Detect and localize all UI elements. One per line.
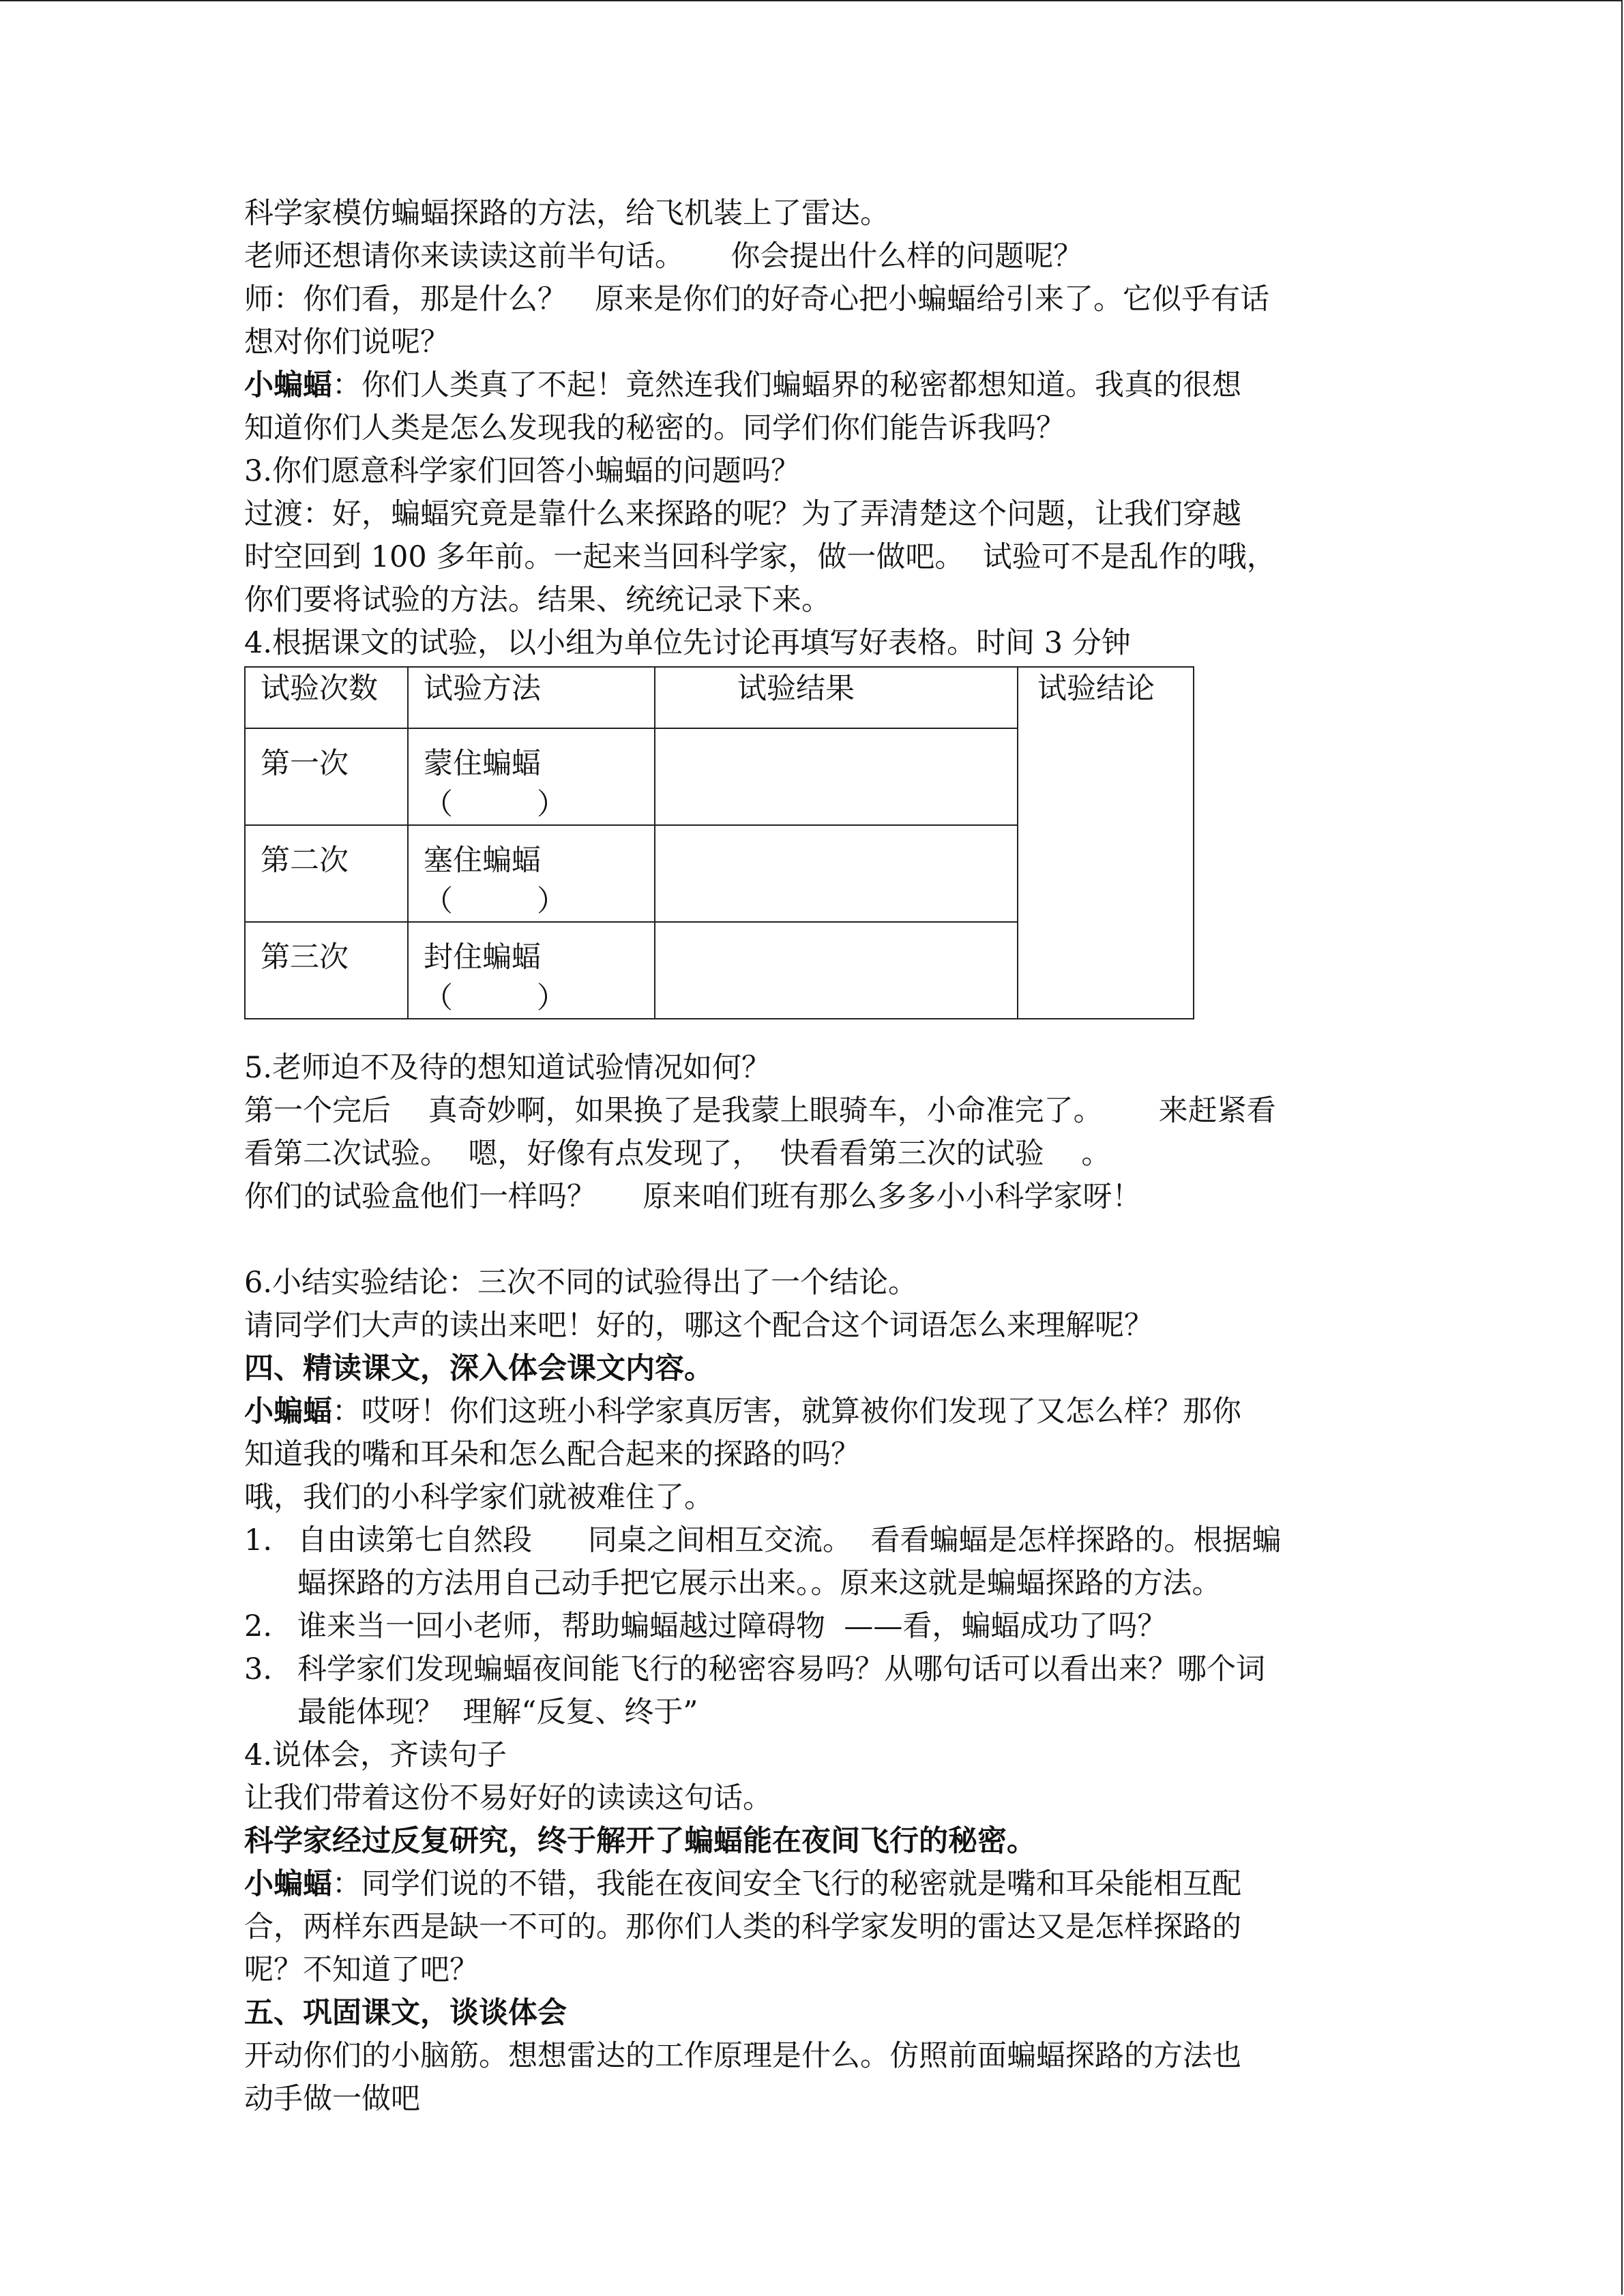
- trial-cell: 第二次: [261, 844, 349, 878]
- method-cell: 封住蝙蝠: [424, 940, 541, 974]
- answer-bracket: （ ）: [424, 981, 567, 1015]
- list-item-line-2: 蝠探路的方法用自己动手把它展示出来。。原来这就是蝙蝠探路的方法。: [297, 1566, 1222, 1600]
- bat-speech-1: [244, 364, 1383, 407]
- step-3-line-2: 时空回到 100 多年前。一起来当回科学家，做一做吧。 试验可不是乱作的哦，: [244, 540, 1276, 574]
- intro-line-3: 师：你们看，那是什么？ 原来是你们的好奇心把小蝙蝠给引来了。它似乎有话: [244, 282, 1270, 316]
- speaker-label: 小蝙蝠: [244, 368, 332, 402]
- trial-cell: 第一次: [261, 747, 349, 781]
- method-cell: 蒙住蝙蝠: [424, 747, 541, 781]
- list-item: [244, 1605, 1383, 1648]
- list-number: 2.: [244, 1609, 273, 1643]
- list-item-line-2: 最能体现？ 理解“反复、终于”: [297, 1695, 698, 1729]
- speaker-label: 小蝙蝠: [244, 1395, 332, 1429]
- bat-speech-3: [244, 1863, 1383, 1906]
- bat-speech-3-line-3: 呢？不知道了吧？: [244, 1953, 479, 1987]
- speaker-label: 小蝙蝠: [244, 1867, 332, 1901]
- step-3-title: 3.你们愿意科学家们回答小蝙蝠的问题吗？: [244, 454, 801, 488]
- answer-bracket: （ ）: [424, 884, 567, 919]
- experiment-table: [244, 666, 1194, 1019]
- answer-bracket: （ ）: [424, 788, 567, 822]
- step-6-title: 6.小结实验结论：三次不同的试验得出了一个结论。: [244, 1266, 918, 1300]
- bat-speech-2-line-2: 知道我的嘴和耳朵和怎么配合起来的探路的吗？: [244, 1437, 860, 1472]
- bat-speech-1-text: ：你们人类真了不起！竟然连我们蝙蝠界的秘密都想知道。我真的很想: [332, 368, 1241, 402]
- header-result: 试验结果: [655, 667, 1018, 728]
- bat-speech-2-line-3: 哦，我们的小科学家们就被难住了。: [244, 1480, 713, 1515]
- step-5-line-2: 看第二次试验。 嗯，好像有点发现了， 快看看第三次的试验 。: [244, 1137, 1111, 1171]
- list-item-line-1: 自由读第七自然段 同桌之间相互交流。 看看蝙蝠是怎样探路的。根据蝙: [297, 1523, 1282, 1557]
- step-4b-title: 4.说体会，齐读句子: [244, 1738, 507, 1772]
- bat-speech-3-line-2: 合，两样东西是缺一不可的。那你们人类的科学家发明的雷达又是怎样探路的: [244, 1910, 1241, 1944]
- bat-speech-2: [244, 1390, 1383, 1433]
- intro-line-1: 科学家模仿蝙蝠探路的方法，给飞机装上了雷达。: [244, 196, 889, 230]
- step-3-line-3: 你们要将试验的方法。结果、统统记录下来。: [244, 583, 831, 617]
- list-number: 1.: [244, 1523, 273, 1557]
- document-body: [244, 192, 1383, 2121]
- section-5-line-1: 开动你们的小脑筋。想想雷达的工作原理是什么。仿照前面蝙蝠探路的方法也: [244, 2039, 1241, 2073]
- result-cell: [655, 728, 1018, 825]
- step-5-line-1: 第一个完后 真奇妙啊，如果换了是我蒙上眼骑车，小命准完了。 来赶紧看: [244, 1094, 1276, 1128]
- list-item: [244, 1519, 1383, 1605]
- header-method: 试验方法: [408, 667, 655, 728]
- step-3-line-1: 过渡：好，蝙蝠究竟是靠什么来探路的呢？为了弄清楚这个问题，让我们穿越: [244, 497, 1241, 531]
- key-sentence: 科学家经过反复研究，终于解开了蝙蝠能在夜间飞行的秘密。: [244, 1824, 1036, 1858]
- intro-line-4: 想对你们说呢？: [244, 325, 449, 359]
- section-4-heading: 四、精读课文，深入体会课文内容。: [244, 1352, 713, 1386]
- bat-speech-3-text: ：同学们说的不错，我能在夜间安全飞行的秘密就是嘴和耳朵能相互配: [332, 1867, 1241, 1901]
- result-cell: [655, 922, 1018, 1019]
- step-6-line-1: 请同学们大声的读出来吧！好的，哪这个配合这个词语怎么来理解呢？: [244, 1309, 1153, 1343]
- numbered-list: [244, 1519, 1383, 1734]
- step-5-title: 5.老师迫不及待的想知道试验情况如何？: [244, 1051, 771, 1085]
- bat-speech-1-line-2: 知道你们人类是怎么发现我的秘密的。同学们你们能告诉我吗？: [244, 411, 1065, 445]
- intro-line-2: 老师还想请你来读读这前半句话。 你会提出什么样的问题呢？: [244, 239, 1083, 273]
- step-4b-line-1: 让我们带着这份不易好好的读读这句话。: [244, 1781, 772, 1815]
- table-header-row: [245, 667, 1194, 728]
- result-cell: [655, 825, 1018, 922]
- step-5-line-3: 你们的试验盒他们一样吗？ 原来咱们班有那么多多小小科学家呀！: [244, 1180, 1142, 1214]
- step-4-title: 4.根据课文的试验，以小组为单位先讨论再填写好表格。时间 3 分钟: [244, 626, 1131, 660]
- bat-speech-2-text: ：哎呀！你们这班小科学家真厉害，就算被你们发现了又怎么样？那你: [332, 1395, 1241, 1429]
- section-5-heading: 五、巩固课文，谈谈体会: [244, 1996, 567, 2030]
- list-item-line-1: 科学家们发现蝙蝠夜间能飞行的秘密容易吗？从哪句话可以看出来？哪个词: [297, 1652, 1265, 1686]
- trial-cell: 第三次: [261, 940, 349, 974]
- header-conclusion: 试验结论: [1018, 667, 1194, 1019]
- section-5-line-2: 动手做一做吧: [244, 2082, 420, 2116]
- list-number: 3.: [244, 1652, 273, 1686]
- method-cell: 塞住蝙蝠: [424, 844, 541, 878]
- list-item: [244, 1648, 1383, 1734]
- list-item-line-1: 谁来当一回小老师，帮助蝙蝠越过障碍物 ——看，蝙蝠成功了吗？: [297, 1609, 1167, 1643]
- header-trial-count: 试验次数: [245, 667, 408, 728]
